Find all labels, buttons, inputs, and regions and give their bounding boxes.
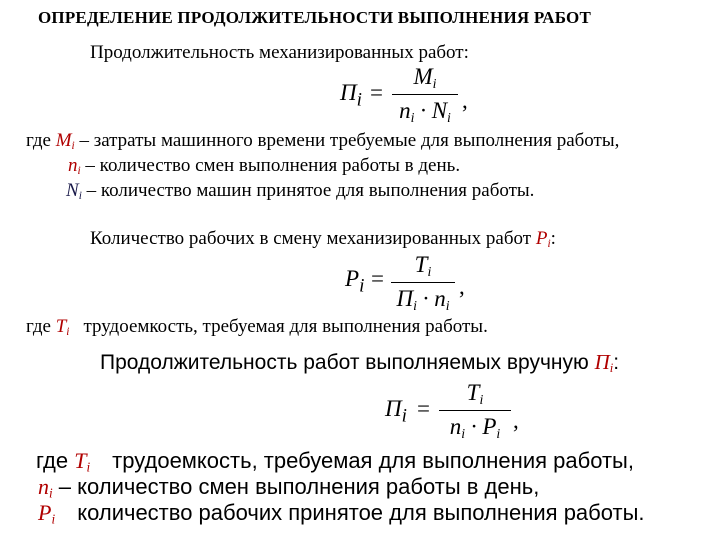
section2-def-labor: где $T_i$ трудоемкость, требуемая для выполнения работы. <box>26 316 488 338</box>
section3-def-shifts: $n_i$ – количество смен выполнения работы в день, <box>38 474 540 501</box>
page-title: ОПРЕДЕЛЕНИЕ ПРОДОЛЖИТЕЛЬНОСТИ ВЫПОЛНЕНИЯ РАБОТ <box>38 8 591 27</box>
section1-heading: Продолжительность механизированных работ: <box>90 42 469 63</box>
section1-def-shifts: $n_i$ – количество смен выполнения работы в день. <box>68 155 461 177</box>
formula-fraction <box>439 380 511 442</box>
section2-heading: Количество рабочих в смену механизированных работ $P_i$: <box>90 228 556 250</box>
section3-def-labor: где $T_i$ трудоемкость, требуемая для выполнения работы, <box>36 448 634 475</box>
formula-equals: = <box>370 80 383 105</box>
formula-fraction <box>391 252 455 314</box>
symbol-T: $T_i$ <box>55 316 70 338</box>
symbol-P-workers: $P_i$ <box>38 500 56 527</box>
section3-def-workers: $P_i$ количество рабочих принятое для выполнения работы. <box>38 500 645 527</box>
formula-manual-duration: $П_i$ = $T_i$ $n_i \cdot P_i$ , <box>385 380 519 442</box>
formula-numerator: $M_i$ <box>413 64 437 92</box>
section1-def-machines: $N_i$ – количество машин принятое для выполнения работы. <box>66 180 535 202</box>
section3-heading: Продолжительность работ выполняемых вручную $П_i$: <box>100 350 620 376</box>
formula-denominator: $n_i \cdot N_i$ <box>399 98 451 126</box>
formula-fraction <box>392 64 458 126</box>
formula-denominator: $n_i \cdot P_i$ <box>449 414 501 442</box>
formula-equals: = <box>417 396 430 421</box>
formula-numerator: $T_i$ <box>414 252 432 280</box>
formula-workers-per-shift: $P_i$ = $T_i$ $П_i \cdot n_i$ , <box>345 252 465 314</box>
section1-def-machine-time: где $M_i$ – затраты машинного времени требуемые для выполнения работы, <box>26 130 620 152</box>
formula-lhs: $П_i$ <box>385 396 407 427</box>
symbol-N: $N_i$ <box>66 180 82 202</box>
symbol-P: $P_i$ <box>535 228 551 250</box>
formula-lhs: $П_i$ <box>340 80 362 111</box>
symbol-P-manual: $П_i$ <box>594 350 614 376</box>
symbol-T-manual: $T_i$ <box>74 448 91 475</box>
symbol-n: $n_i$ <box>68 155 81 177</box>
formula-lhs: $P_i$ <box>345 266 365 297</box>
fraction-bar <box>392 94 458 95</box>
formula-mechanized-duration: $П_i$ = $M_i$ $n_i \cdot N_i$ , <box>340 64 468 126</box>
fraction-bar <box>391 282 455 283</box>
formula-denominator: $П_i \cdot n_i$ <box>396 286 450 314</box>
symbol-M: $M_i$ <box>55 130 75 152</box>
formula-numerator: $T_i$ <box>466 380 484 408</box>
formula-equals: = <box>371 266 384 291</box>
symbol-n-manual: $n_i$ <box>38 474 53 501</box>
fraction-bar <box>439 410 511 411</box>
